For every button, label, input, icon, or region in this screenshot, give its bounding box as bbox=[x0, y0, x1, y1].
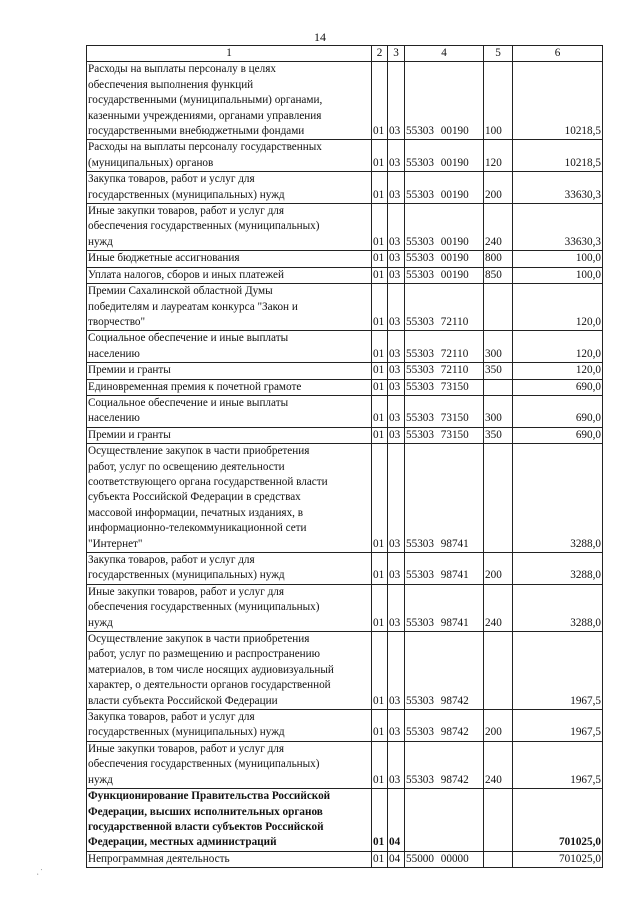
code-cell bbox=[405, 789, 484, 852]
code-cell: 55303 00190 bbox=[405, 62, 484, 140]
scan-mark: · ˙ bbox=[34, 866, 46, 880]
section-cell: 01 bbox=[372, 204, 388, 251]
expense-type-cell bbox=[484, 851, 513, 867]
code-cell: 55303 98741 bbox=[405, 584, 484, 631]
name-cell: Функционирование Правительства Российской Федерации, высших исполнительных органов государственной власти субъектов Российской Федерации, местных администраций bbox=[87, 789, 372, 852]
section-cell: 01 bbox=[372, 363, 388, 379]
amount-cell: 701025,0 bbox=[513, 789, 603, 852]
amount-cell: 701025,0 bbox=[513, 851, 603, 867]
expense-type-cell bbox=[484, 284, 513, 331]
section-cell: 01 bbox=[372, 553, 388, 585]
table-row bbox=[87, 553, 603, 585]
code-cell: 55303 00190 bbox=[405, 172, 484, 204]
name-cell: Закупка товаров, работ и услуг для государственных (муниципальных) нужд bbox=[87, 172, 372, 204]
table-row bbox=[87, 584, 603, 631]
subsection-cell: 03 bbox=[388, 741, 405, 788]
code-cell: 55303 72110 bbox=[405, 331, 484, 363]
subsection-cell: 04 bbox=[388, 851, 405, 867]
column-header: 4 bbox=[405, 46, 484, 62]
amount-cell: 3288,0 bbox=[513, 553, 603, 585]
subsection-cell: 03 bbox=[388, 251, 405, 267]
subsection-cell: 03 bbox=[388, 62, 405, 140]
expense-type-cell: 200 bbox=[484, 553, 513, 585]
amount-cell: 3288,0 bbox=[513, 444, 603, 553]
name-cell: Иные закупки товаров, работ и услуг для обеспечения государственных (муниципальных) нужд bbox=[87, 741, 372, 788]
amount-cell: 120,0 bbox=[513, 284, 603, 331]
code-cell: 55000 00000 bbox=[405, 851, 484, 867]
code-cell: 55303 73150 bbox=[405, 379, 484, 395]
subsection-cell: 03 bbox=[388, 584, 405, 631]
subsection-cell: 03 bbox=[388, 267, 405, 283]
section-cell: 01 bbox=[372, 62, 388, 140]
name-cell: Закупка товаров, работ и услуг для государственных (муниципальных) нужд bbox=[87, 710, 372, 742]
expense-type-cell bbox=[484, 632, 513, 710]
table-row bbox=[87, 172, 603, 204]
code-cell: 55303 00190 bbox=[405, 140, 484, 172]
table-row bbox=[87, 710, 603, 742]
subsection-cell: 03 bbox=[388, 204, 405, 251]
table-row bbox=[87, 632, 603, 710]
expense-type-cell: 100 bbox=[484, 62, 513, 140]
expense-type-cell bbox=[484, 379, 513, 395]
code-cell: 55303 98742 bbox=[405, 741, 484, 788]
code-cell: 55303 98742 bbox=[405, 710, 484, 742]
section-cell: 01 bbox=[372, 741, 388, 788]
name-cell: Непрограммная деятельность bbox=[87, 851, 372, 867]
name-cell: Премии и гранты bbox=[87, 363, 372, 379]
subsection-cell: 03 bbox=[388, 172, 405, 204]
section-cell: 01 bbox=[372, 584, 388, 631]
name-cell: Единовременная премия к почетной грамоте bbox=[87, 379, 372, 395]
section-cell: 01 bbox=[372, 851, 388, 867]
table-row bbox=[87, 331, 603, 363]
expense-type-cell: 300 bbox=[484, 395, 513, 427]
amount-cell: 3288,0 bbox=[513, 584, 603, 631]
subsection-cell: 03 bbox=[388, 427, 405, 443]
code-cell: 55303 00190 bbox=[405, 204, 484, 251]
section-cell: 01 bbox=[372, 395, 388, 427]
page-number: 14 bbox=[314, 30, 326, 44]
subsection-cell: 03 bbox=[388, 140, 405, 172]
table-row bbox=[87, 789, 603, 852]
expense-type-cell bbox=[484, 789, 513, 852]
code-cell: 55303 98741 bbox=[405, 553, 484, 585]
section-cell: 01 bbox=[372, 632, 388, 710]
name-cell: Социальное обеспечение и иные выплаты населению bbox=[87, 395, 372, 427]
amount-cell: 100,0 bbox=[513, 267, 603, 283]
amount-cell: 10218,5 bbox=[513, 62, 603, 140]
column-header: 2 bbox=[372, 46, 388, 62]
name-cell: Уплата налогов, сборов и иных платежей bbox=[87, 267, 372, 283]
subsection-cell: 03 bbox=[388, 553, 405, 585]
name-cell: Осуществление закупок в части приобретения работ, услуг по освещению деятельности соответствующего органа государственной власти субъекта Российской Федерации в средствах массовой информации, печатных изданиях, в информационно-телекоммуникационной сети "Интернет" bbox=[87, 444, 372, 553]
amount-cell: 120,0 bbox=[513, 363, 603, 379]
table-row bbox=[87, 427, 603, 443]
expense-type-cell: 800 bbox=[484, 251, 513, 267]
code-cell: 55303 98741 bbox=[405, 444, 484, 553]
amount-cell: 690,0 bbox=[513, 379, 603, 395]
name-cell: Иные бюджетные ассигнования bbox=[87, 251, 372, 267]
expense-type-cell: 350 bbox=[484, 427, 513, 443]
amount-cell: 1967,5 bbox=[513, 632, 603, 710]
table-row bbox=[87, 444, 603, 553]
table-row bbox=[87, 395, 603, 427]
expense-type-cell: 240 bbox=[484, 204, 513, 251]
amount-cell: 690,0 bbox=[513, 427, 603, 443]
subsection-cell: 03 bbox=[388, 284, 405, 331]
section-cell: 01 bbox=[372, 284, 388, 331]
column-header: 1 bbox=[87, 46, 372, 62]
subsection-cell: 03 bbox=[388, 363, 405, 379]
table-row bbox=[87, 204, 603, 251]
code-cell: 55303 73150 bbox=[405, 427, 484, 443]
amount-cell: 1967,5 bbox=[513, 741, 603, 788]
table-row bbox=[87, 251, 603, 267]
expense-type-cell: 200 bbox=[484, 710, 513, 742]
subsection-cell: 03 bbox=[388, 444, 405, 553]
amount-cell: 100,0 bbox=[513, 251, 603, 267]
name-cell: Премии Сахалинской областной Думы победителям и лауреатам конкурса "Закон и творчество" bbox=[87, 284, 372, 331]
section-cell: 01 bbox=[372, 251, 388, 267]
section-cell: 01 bbox=[372, 331, 388, 363]
budget-table bbox=[86, 45, 603, 868]
amount-cell: 1967,5 bbox=[513, 710, 603, 742]
subsection-cell: 03 bbox=[388, 395, 405, 427]
expense-type-cell: 200 bbox=[484, 172, 513, 204]
code-cell: 55303 72110 bbox=[405, 284, 484, 331]
amount-cell: 10218,5 bbox=[513, 140, 603, 172]
expense-type-cell: 120 bbox=[484, 140, 513, 172]
code-cell: 55303 00190 bbox=[405, 251, 484, 267]
subsection-cell: 03 bbox=[388, 710, 405, 742]
name-cell: Иные закупки товаров, работ и услуг для обеспечения государственных (муниципальных) нужд bbox=[87, 584, 372, 631]
expense-type-cell bbox=[484, 444, 513, 553]
code-cell: 55303 73150 bbox=[405, 395, 484, 427]
expense-type-cell: 240 bbox=[484, 741, 513, 788]
subsection-cell: 03 bbox=[388, 632, 405, 710]
expense-type-cell: 350 bbox=[484, 363, 513, 379]
name-cell: Премии и гранты bbox=[87, 427, 372, 443]
expense-type-cell: 850 bbox=[484, 267, 513, 283]
section-cell: 01 bbox=[372, 379, 388, 395]
expense-type-cell: 300 bbox=[484, 331, 513, 363]
name-cell: Социальное обеспечение и иные выплаты населению bbox=[87, 331, 372, 363]
table-row bbox=[87, 267, 603, 283]
section-cell: 01 bbox=[372, 172, 388, 204]
table-row bbox=[87, 284, 603, 331]
subsection-cell: 03 bbox=[388, 379, 405, 395]
section-cell: 01 bbox=[372, 710, 388, 742]
section-cell: 01 bbox=[372, 789, 388, 852]
amount-cell: 120,0 bbox=[513, 331, 603, 363]
expense-type-cell: 240 bbox=[484, 584, 513, 631]
section-cell: 01 bbox=[372, 444, 388, 553]
name-cell: Иные закупки товаров, работ и услуг для обеспечения государственных (муниципальных) нужд bbox=[87, 204, 372, 251]
name-cell: Расходы на выплаты персоналу в целях обеспечения выполнения функций государственными (муниципальными) органами, казенными учреждениями, органами управления государственными внебюджетными фондами bbox=[87, 62, 372, 140]
table-row bbox=[87, 741, 603, 788]
amount-cell: 690,0 bbox=[513, 395, 603, 427]
amount-cell: 33630,3 bbox=[513, 172, 603, 204]
column-header: 6 bbox=[513, 46, 603, 62]
table-header-row bbox=[87, 46, 603, 62]
table-row bbox=[87, 62, 603, 140]
column-header: 3 bbox=[388, 46, 405, 62]
subsection-cell: 03 bbox=[388, 331, 405, 363]
section-cell: 01 bbox=[372, 140, 388, 172]
table-row bbox=[87, 363, 603, 379]
name-cell: Осуществление закупок в части приобретения работ, услуг по размещению и распространению материалов, в том числе носящих аудиовизуальный характер, о деятельности органов государственной власти субъекта Российской Федерации bbox=[87, 632, 372, 710]
table-row bbox=[87, 851, 603, 867]
table-row bbox=[87, 379, 603, 395]
amount-cell: 33630,3 bbox=[513, 204, 603, 251]
code-cell: 55303 72110 bbox=[405, 363, 484, 379]
column-header: 5 bbox=[484, 46, 513, 62]
table-row bbox=[87, 140, 603, 172]
section-cell: 01 bbox=[372, 427, 388, 443]
code-cell: 55303 00190 bbox=[405, 267, 484, 283]
name-cell: Закупка товаров, работ и услуг для государственных (муниципальных) нужд bbox=[87, 553, 372, 585]
section-cell: 01 bbox=[372, 267, 388, 283]
subsection-cell: 04 bbox=[388, 789, 405, 852]
code-cell: 55303 98742 bbox=[405, 632, 484, 710]
name-cell: Расходы на выплаты персоналу государственных (муниципальных) органов bbox=[87, 140, 372, 172]
